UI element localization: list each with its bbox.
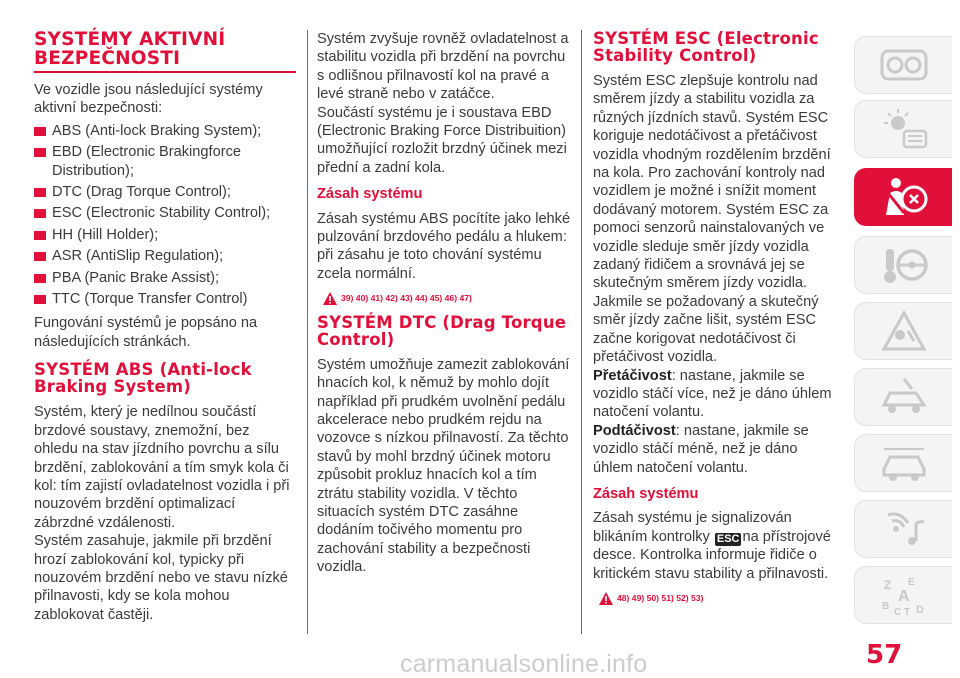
abs-paragraph-1: Systém, který je nedílnou součástí brzdové soustavy, znemožní, bez ohledu na stav jízdního povrchu a sílu brzdění, zablokování a tím smyk kola či kol: tím zajistí ovladatelnost vozidla i při nouzovém brzdění optimalizací zábrzdné vzdálenosti. — [34, 404, 290, 531]
column-2 — [317, 30, 575, 577]
term-understeer: Podtáčivost — [593, 422, 676, 439]
page-number: 57 — [866, 640, 903, 670]
esc-warning-light-icon: ESC — [716, 532, 740, 545]
tab-index[interactable] — [854, 566, 952, 624]
warning-triangle-icon — [878, 309, 930, 353]
warning-triangle-icon — [323, 292, 337, 305]
subheading-intervention: Zásah systému — [593, 485, 699, 502]
key-steering-icon — [878, 243, 930, 287]
watermark: carmanualsonline.info — [400, 650, 648, 678]
subheading-intervention: Zásah systému — [317, 186, 423, 203]
bullet-square-icon — [34, 295, 46, 304]
bullet-square-icon — [34, 274, 46, 283]
abs-paragraph-3: Systém zvyšuje rovněž ovladatelnost a stabilitu vozidla při brzdění na povrchu s odlišnou přilnavostí kol na pravé a levé straně nebo v zatáčce. — [317, 31, 569, 103]
alphabet-index-icon — [878, 573, 930, 617]
tab-emergency[interactable] — [854, 302, 952, 360]
column-1 — [34, 30, 296, 624]
list-item: TTC (Torque Transfer Control) — [34, 290, 296, 308]
svg-text:D: D — [915, 604, 924, 616]
tab-maintenance[interactable] — [854, 368, 952, 426]
warning-references: 48) 49) 50) 51) 52) 53) — [599, 589, 841, 607]
abs-paragraph-4: Součástí systému je i soustava EBD (Electronic Braking Force Distribuition) umožňující rozložit brzdný účinek mezi přední a zadní kola. — [317, 104, 567, 176]
abs-paragraph-2: Systém zasahuje, jakmile při brzdění hrozí zablokování kol, typicky při nouzovém brzdění nebo ve stavu nízké přilnavosti, kdy se kola mohou zablokovat častěji. — [34, 533, 288, 623]
list-item: HH (Hill Holder); — [34, 226, 296, 244]
svg-text:A: A — [897, 588, 910, 605]
column-divider — [581, 30, 582, 634]
list-item: EBD (Electronic Brakingforce Distribution); — [34, 143, 296, 180]
section-title-esc: SYSTÉM ESC (Electronic Stability Control) — [593, 29, 819, 65]
tab-technical-data[interactable] — [854, 434, 952, 492]
bullet-square-icon — [34, 209, 46, 218]
bullet-square-icon — [34, 252, 46, 261]
column-3 — [593, 30, 841, 613]
title-underline — [34, 71, 296, 73]
bullet-square-icon — [34, 148, 46, 157]
section-title-abs: SYSTÉM ABS (Anti-lock Braking System) — [34, 360, 252, 397]
section-title-active-safety: SYSTÉMY AKTIVNÍ BEZPEČNOSTI — [34, 29, 226, 69]
esc-paragraph: Systém ESC zlepšuje kontrolu nad směrem jízdy a stabilitu vozidla za různých jízdních stavů. Systém ESC koriguje nedotáčivost a přetáčivost vozidla vhodným rozdělením brzdění na kola. Pro zachování kontroly nad vozidlem je možné i snížit moment dodávaný motorem. Systém ESC za pomoci senzorů nainstalovaných ve vozidle sleduje směr jízdy vozidla zadaný řidičem a srovnává jej se skutečným směrem jízdy vozidla. Jakmile se požadovaný a skutečný směr jízdy začne lišit, systém ESC začne korigovat nedotáčivost či přetáčivost vozidla. — [593, 73, 831, 366]
lights-icon — [878, 107, 930, 151]
svg-text:B: B — [881, 601, 889, 612]
intervention-text: Zásah systému ABS pocítíte jako lehké pulzování brzdového pedálu a hlukem: při zásahu je toto chování systému zcela normální. — [317, 210, 571, 282]
list-item: ESC (Electronic Stability Control); — [34, 204, 296, 222]
understeer-definition: Podtáčivost: nastane, jakmile se vozidlo stáčí méně, než je dáno úhlem natočení volantu. — [593, 422, 809, 476]
seatbelt-airbag-icon — [878, 175, 930, 219]
svg-text:T: T — [903, 607, 910, 617]
svg-text:C: C — [893, 607, 901, 617]
list-item: ASR (AntiSlip Regulation); — [34, 247, 296, 265]
warning-references: 39) 40) 41) 42) 43) 44) 45) 46) 47) — [323, 289, 575, 307]
bullet-square-icon — [34, 127, 46, 136]
term-oversteer: Přetáčivost — [593, 367, 672, 384]
svg-text:Z: Z — [883, 578, 891, 592]
systems-list — [34, 122, 296, 309]
bullet-square-icon — [34, 231, 46, 240]
list-item: ABS (Anti-lock Braking System); — [34, 122, 296, 140]
warning-triangle-icon — [599, 592, 613, 605]
bullet-square-icon — [34, 188, 46, 197]
tab-multimedia[interactable] — [854, 500, 952, 558]
column-divider — [307, 30, 308, 634]
svg-text:E: E — [907, 577, 915, 588]
esc-intervention-text: Zásah systému je signalizován blikáním kontrolky ESC na přístrojové desce. Kontrolka informuje řidiče o kritickém stavu stability a přilnavosti. — [593, 510, 831, 582]
tab-dashboard[interactable] — [854, 36, 952, 94]
dtc-paragraph: Systém umožňuje zamezit zablokování hnacích kol, k němuž by mohlo dojít například při prudkém uvolnění pedálu akcelerace nebo prudkém rejdu na vozovce s nízkou přilnavostí. Za těchto stavů by mohl brzdný účinek motoru způsobit prokluz hnacích kol a tím ztrátu stability vozidla. V těchto situacích systém DTC zasáhne dodáním točivého momentu pro zachování stability a bezpečnosti vozidla. — [317, 356, 570, 576]
outro-text: Fungování systémů je popsáno na následujících stránkách. — [34, 315, 258, 350]
section-title-dtc: SYSTÉM DTC (Drag Torque Control) — [317, 312, 567, 349]
tab-starting-driving[interactable] — [854, 236, 952, 294]
tab-lights[interactable] — [854, 100, 952, 158]
multimedia-icon — [878, 507, 930, 551]
car-dimensions-icon — [878, 441, 930, 485]
list-item: DTC (Drag Torque Control); — [34, 183, 296, 201]
dashboard-icon — [878, 43, 930, 87]
list-item: PBA (Panic Brake Assist); — [34, 269, 296, 287]
wrench-car-icon — [878, 375, 930, 419]
oversteer-definition: Přetáčivost: nastane, jakmile se vozidlo stáčí více, než je dáno úhlem natočení volantu. — [593, 367, 832, 421]
tab-safety[interactable] — [854, 168, 952, 226]
intro-text: Ve vozidle jsou následující systémy aktivní bezpečnosti: — [34, 82, 263, 117]
